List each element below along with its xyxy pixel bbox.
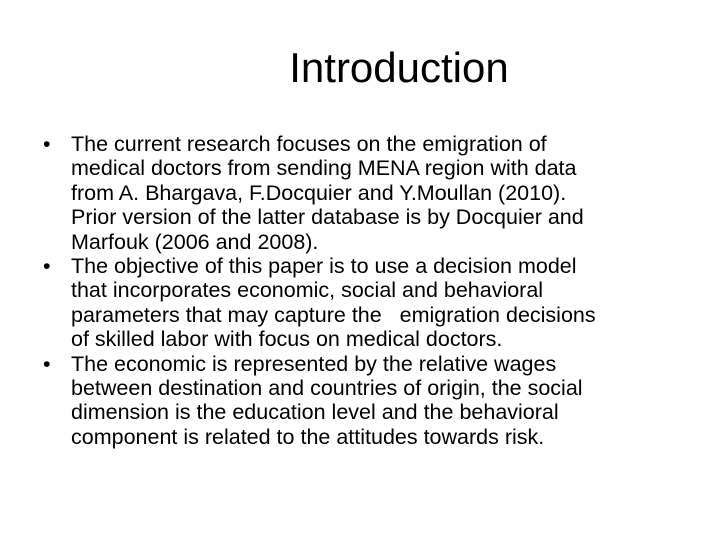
bullet-text: The objective of this paper is to use a decision model that incorporates economic, social and behavioral parameters that may capture the emigration decisions of skilled labor with focus on medical doctors. [71, 254, 596, 352]
bullet-text: The current research focuses on the emigration of medical doctors from sending MENA region with data from A. Bhargava, F.Docquier and Y.Moullan (2010). Prior version of the latter database is by Docquier and Marfouk (2006 and 2008). [71, 132, 584, 254]
bullet-icon: • [43, 254, 51, 279]
bullet-text: The economic is represented by the relative wages between destination and countries of origin, the social dimension is the education level and the behavioral component is related to the attitudes towards risk. [71, 351, 583, 449]
bullet-item [43, 132, 683, 254]
bullet-icon: • [43, 132, 51, 156]
slide-title: Introduction [289, 44, 509, 91]
bullet-item [43, 352, 683, 450]
bullet-item [43, 254, 683, 352]
bullet-list [43, 132, 683, 449]
bullet-icon: • [43, 351, 51, 376]
